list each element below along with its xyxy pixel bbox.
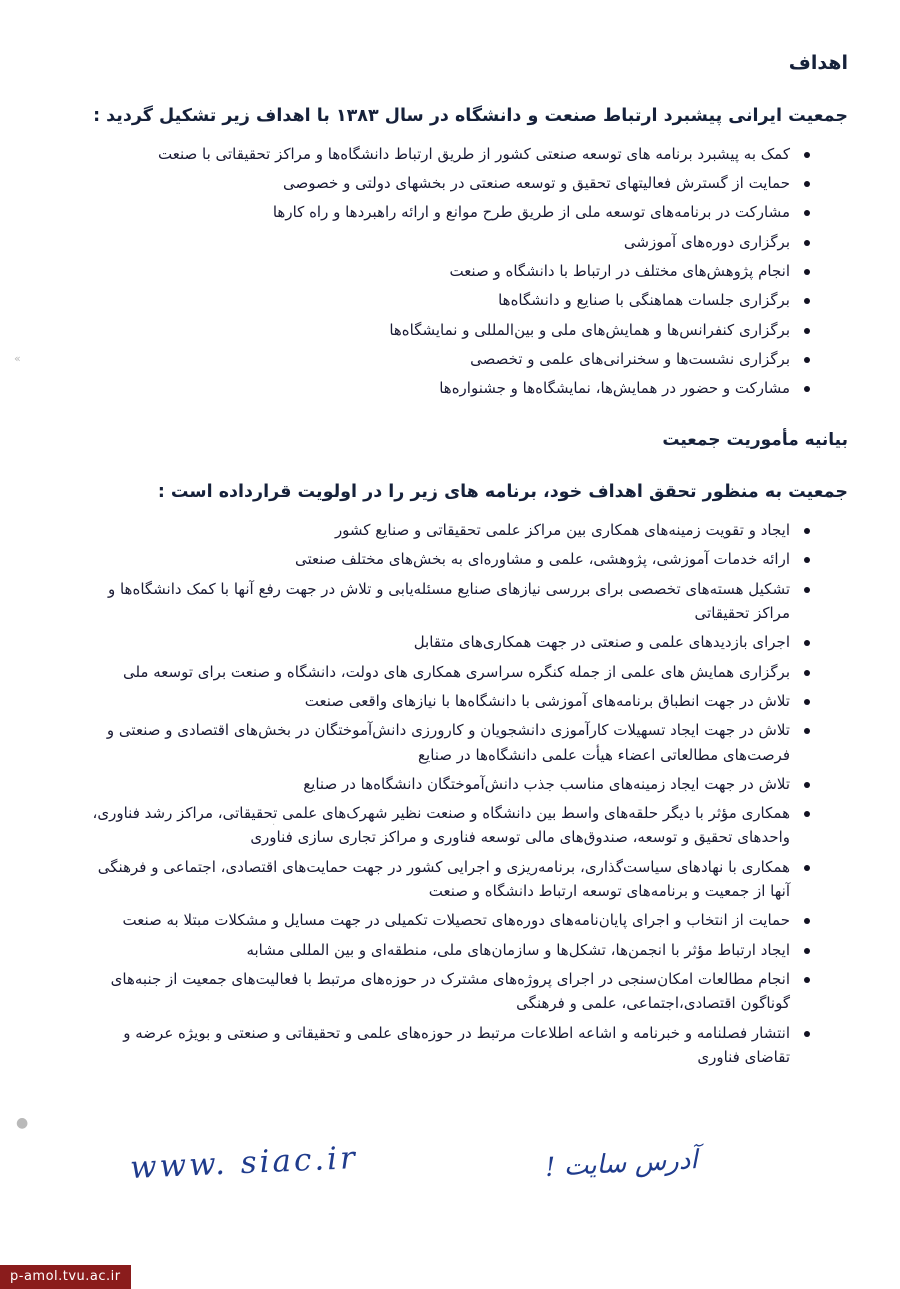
handwritten-note-annotation: آدرس سایت ! [544, 1145, 699, 1183]
mission-heading: بیانیه مأموریت جمعیت [662, 430, 848, 451]
list-item: ایجاد و تقویت زمینه‌های همکاری بین مراکز علمی تحقیقاتی و صنایع کشور [52, 518, 814, 542]
list-item: همکاری مؤثر با دیگر حلقه‌های واسط بین دانشگاه و صنعت نظیر شهرک‌های علمی تحقیقاتی، مراکز رشد فناوری، واحدهای تحقیق و توسعه، صندوق‌های مالی توسعه فناوری و مراکز تجاری سازی فناوری [52, 801, 814, 850]
list-item: انجام مطالعات امکان‌سنجی در اجرای پروژه‌های مشترک در حوزه‌های مرتبط با فعالیت‌های جمعیت از جنبه‌های گوناگون اقتصادی،اجتماعی، علمی و فرهنگی [52, 967, 814, 1016]
list-item: تشکیل هسته‌های تخصصی برای بررسی نیازهای صنایع مسئله‌یابی و تلاش در جهت رفع آنها با کمک دانشگاه‌ها و مراکز تحقیقاتی [52, 577, 814, 626]
list-item: مشارکت در برنامه‌های توسعه ملی از طریق طرح موانع و ارائه راهبردها و راه کارها [52, 200, 814, 224]
footer-watermark-stamp: p-amol.tvu.ac.ir [0, 1265, 131, 1289]
list-item: اجرای بازدیدهای علمی و صنعتی در جهت همکاری‌های متقابل [52, 630, 814, 654]
list-item: برگزاری کنفرانس‌ها و همایش‌های ملی و بین‌المللی و نمایشگاه‌ها [52, 318, 814, 342]
page-title: اهداف [788, 52, 848, 74]
mission-lead-paragraph: جمعیت به منظور تحقق اهداف خود، برنامه های زیر را در اولویت قرارداده است : [157, 482, 848, 503]
list-item: انجام پژوهش‌های مختلف در ارتباط با دانشگاه و صنعت [52, 259, 814, 283]
list-item: ارائه خدمات آموزشی، پژوهشی، علمی و مشاوره‌ای به بخش‌های مختلف صنعتی [52, 547, 814, 571]
list-item: همکاری با نهادهای سیاست‌گذاری، برنامه‌ریزی و اجرایی کشور در جهت حمایت‌های اقتصادی، اجتماعی و فرهنگی آنها از جمعیت و برنامه‌های توسعه ارتباط دانشگاه و صنعت [52, 855, 814, 904]
list-item: تلاش در جهت ایجاد تسهیلات کارآموزی دانشجویان و کارورزی دانش‌آموختگان در بخش‌های اقتصادی و صنعتی و فرصت‌های مطالعاتی اعضاء هیأت علمی دانشگاه‌ها در صنایع [52, 718, 814, 767]
objectives-lead-paragraph: جمعیت ایرانی پیشبرد ارتباط صنعت و دانشگاه در سال ۱۳۸۳ با اهداف زیر تشکیل گردید : [93, 106, 848, 126]
list-item: انتشار فصلنامه و خبرنامه و اشاعه اطلاعات مرتبط در حوزه‌های علمی و تحقیقاتی و صنعتی و بویژه عرضه و تقاضای فناوری [52, 1021, 814, 1070]
list-item: ایجاد ارتباط مؤثر با انجمن‌ها، تشکل‌ها و سازمان‌های ملی، منطقه‌ای و بین المللی مشابه [52, 938, 814, 962]
scan-artifact-mark: » [14, 352, 21, 365]
list-item: برگزاری دوره‌های آموزشی [52, 230, 814, 254]
scan-artifact-mark: · [272, 820, 276, 831]
list-item: حمایت از انتخاب و اجرای پایان‌نامه‌های دوره‌های تحصیلات تکمیلی در جهت مسایل و مشکلات مبتلا به صنعت [52, 908, 814, 932]
list-item: برگزاری جلسات هماهنگی با صنایع و دانشگاه‌ها [52, 288, 814, 312]
list-item: برگزاری نشست‌ها و سخنرانی‌های علمی و تخصصی [52, 347, 814, 371]
handwritten-url-annotation: www. siac.ir [129, 1140, 359, 1186]
list-item: کمک به پیشبرد برنامه های توسعه صنعتی کشور از طریق ارتباط دانشگاه‌ها و مراکز تحقیقاتی با صنعت [52, 142, 814, 166]
scan-artifact-mark: ● [16, 1115, 29, 1131]
programs-list [52, 518, 848, 1069]
list-item: تلاش در جهت انطباق برنامه‌های آموزشی با دانشگاه‌ها با نیازهای واقعی صنعت [52, 689, 814, 713]
list-item: حمایت از گسترش فعالیتهای تحقیق و توسعه صنعتی در بخشهای دولتی و خصوصی [52, 171, 814, 195]
list-item: تلاش در جهت ایجاد زمینه‌های مناسب جذب دانش‌آموختگان دانشگاه‌ها در صنایع [52, 772, 814, 796]
list-item: مشارکت و حضور در همایش‌ها، نمایشگاه‌ها و جشنواره‌ها [52, 376, 814, 400]
objectives-list [52, 142, 848, 401]
list-item: برگزاری همایش های علمی از جمله کنگره سراسری همکاری های دولت، دانشگاه و صنعت برای توسعه ملی [52, 660, 814, 684]
